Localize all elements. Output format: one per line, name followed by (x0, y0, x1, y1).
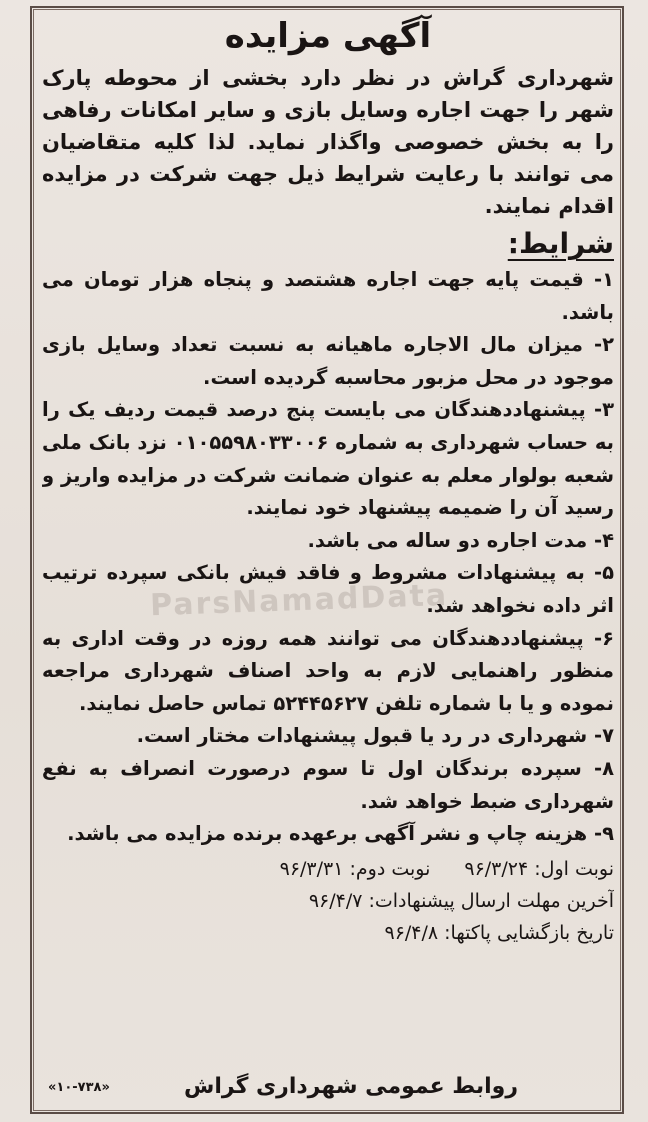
condition-item: ۲- میزان مال الاجاره ماهیانه به نسبت تعداد وسایل بازی موجود در محل مزبور محاسبه گردیده است. (42, 333, 614, 389)
signature: روابط عمومی شهرداری گراش (183, 1074, 518, 1099)
condition-item: ۷- شهرداری در رد یا قبول پیشنهادات مختار است. (136, 724, 614, 748)
condition-item: ۸- سپرده برندگان اول تا سوم درصورت انصراف به نفع شهرداری ضبط خواهد شد. (42, 756, 614, 813)
schedule-block (42, 853, 614, 949)
opening-date: تاریخ بازگشایی پاکتها: ۹۶/۴/۸ (384, 921, 614, 944)
announcement-title: آگهی مزایده (224, 16, 432, 56)
watermark-text: ParsNamadData (149, 577, 449, 624)
intro-paragraph: شهرداری گراش در نظر دارد بخشی از محوطه پارک شهر را جهت اجاره وسایل بازی و سایر امکانات رفاهی را به بخش خصوصی واگذار نماید. لذا کلیه متقاضیان می توانند با رعایت شرایط ذیل جهت شرکت در مزایده اقدام نمایند. (42, 66, 614, 218)
condition-item: ۶- پیشنهاددهندگان می توانند همه روزه در وقت اداری به منظور راهنمایی لازم به واحد اصناف شهرداری مراجعه نموده و یا با شماره تلفن ۵۲۴۴۵۶۲۷ تماس حاصل نمایند. (42, 626, 614, 715)
conditions-list (42, 264, 614, 851)
announcement-body (42, 10, 614, 1110)
condition-item: ۵- به پیشنهادات مشروط و فاقد فیش بانکی سپرده ترتیب اثر داده نخواهد شد. (42, 561, 614, 617)
footer (42, 1070, 614, 1104)
condition-item: ۴- مدت اجاره دو ساله می باشد. (307, 528, 614, 552)
ad-code: «۱۰-۷۳۸» (48, 1080, 110, 1095)
condition-item: ۹- هزینه چاپ و نشر آگهی برعهده برنده مزایده می باشد. (67, 822, 614, 846)
second-turn-date: نوبت دوم: ۹۶/۳/۳۱ (279, 857, 431, 880)
condition-item: ۱- قیمت پایه جهت اجاره هشتصد و پنجاه هزار تومان می باشد. (42, 268, 614, 324)
conditions-heading: شرایط: (507, 227, 614, 260)
condition-item: ۳- پیشنهاددهندگان می بایست پنج درصد قیمت ردیف یک را به حساب شهرداری به شماره ۰۱۰۵۵۹۸۰۳۳۰۰۶ نزد بانک ملی شعبه بولوار معلم به عنوان ضمانت شرکت در مزایده واریز و رسید آن را ضمیمه پیشنهاد خود نمایند. (42, 398, 614, 520)
publication-turns (42, 853, 614, 885)
first-turn-date: نوبت اول: ۹۶/۳/۲۴ (464, 857, 614, 880)
submission-deadline: آخرین مهلت ارسال پیشنهادات: ۹۶/۴/۷ (308, 889, 614, 912)
